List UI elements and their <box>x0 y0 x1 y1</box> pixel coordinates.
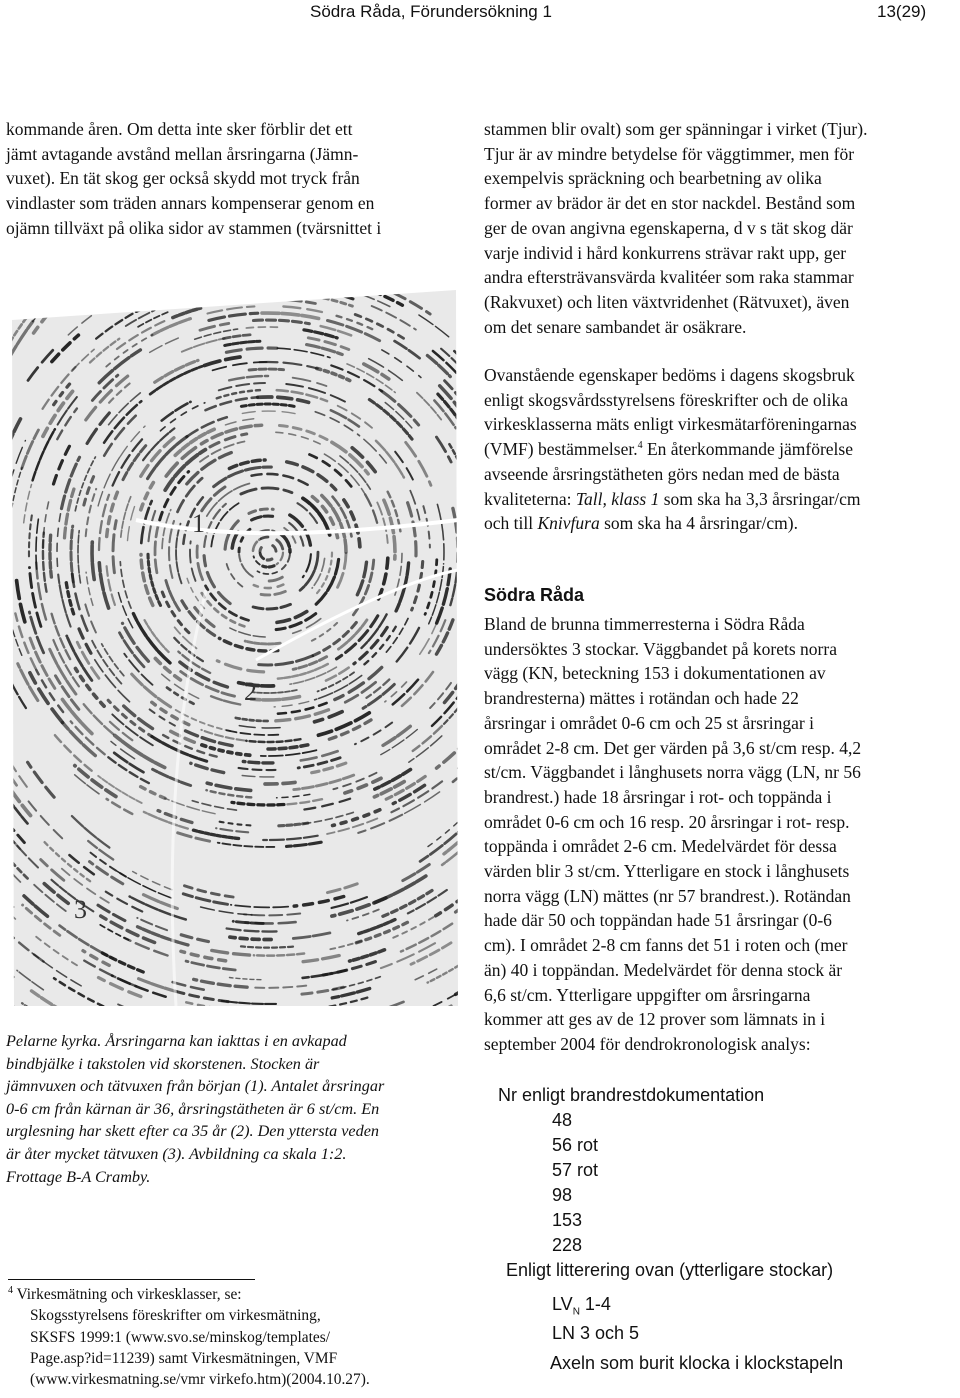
tree-ring-stroke <box>267 559 272 560</box>
footnote-line: $^4$ Virkesmätning och virkesklasser, se: <box>8 1284 242 1303</box>
footnote-line: SKSFS 1999:1 (www.svo.se/minskog/templates/ <box>30 1328 330 1346</box>
caption-line: Frottage B-A Cramby. <box>6 1167 151 1186</box>
section-heading: Södra Råda <box>484 585 585 605</box>
figure-caption <box>6 1030 466 1188</box>
list-item: $LV_N$ 1-4 <box>552 1294 611 1318</box>
footnote-line: (www.virkesmatning.se/vmr virkefo.htm)(2004.10.27). <box>30 1371 370 1389</box>
list-item: Axeln som burit klocka i klockstapeln <box>550 1353 844 1373</box>
footnote <box>8 1284 468 1390</box>
text-line: Tjur är av mindre betydelse för väggtimmer, men för <box>484 143 855 164</box>
text-line: vindlaster som träden annars kompenserar genom en <box>6 193 375 214</box>
text-line: än) 40 i toppändan. Medelvärdet för denna stock är <box>484 959 843 980</box>
tree-ring-stroke <box>243 762 273 763</box>
text-line: virkesklasserna mäts enligt virkesmätarföreningarnas <box>484 414 857 435</box>
text-line: former av brädor är det en stor nackdel. Bestånd som <box>484 193 856 214</box>
sample-list-heading-2: Enligt litterering ovan (ytterligare stockar) <box>506 1260 834 1280</box>
figure-label-2: 2 <box>244 677 257 706</box>
running-title: Södra Råda, Förundersökning 1 <box>310 2 552 21</box>
left-paragraph <box>6 117 466 241</box>
text-line: st/cm. Väggbandet i långhusets norra vägg (LN, nr 56 <box>484 762 861 783</box>
text-line: hade där 50 och toppändan hade 51 årsringar (0-6 <box>484 910 832 931</box>
tree-ring-stroke <box>50 534 51 577</box>
text-line: avseende årsringstätheten görs nedan med de bästa <box>484 463 840 484</box>
right-paragraph-1 <box>484 117 954 339</box>
text-line: området 0-6 cm och 16 resp. 20 årsringar i rot- resp. <box>484 811 850 832</box>
text-line: Ovanstående egenskaper bedöms i dagens skogsbruk <box>484 365 855 385</box>
text-line: exempelvis spräckning och bearbetning av olika <box>484 168 822 189</box>
right-paragraph-3 <box>484 612 954 1057</box>
caption-line: är åter mycket tätvuxen (3). Avbildning ca skala 1:2. <box>6 1144 347 1163</box>
footnote-line: Skogsstyrelsens föreskrifter om virkesmätning, <box>30 1307 321 1325</box>
text-line: undersöktes 3 stockar. Väggbandet på korets norra <box>484 638 837 659</box>
tree-ring-stroke <box>261 782 295 784</box>
text-line: 6,6 st/cm. Ytterligare uppgifter om årsringarna <box>484 984 811 1005</box>
list-item: 228 <box>552 1235 583 1255</box>
text-line: och till Knivfura som ska ha 4 årsringar/cm). <box>484 513 798 534</box>
text-line: Bland de brunna timmerresterna i Södra Råda <box>484 614 805 634</box>
text-line: om det senare sambandet är osäkrare. <box>484 316 747 337</box>
list-item: 57 rot <box>552 1160 599 1180</box>
sample-list <box>498 1083 958 1376</box>
list-item: 48 <box>552 1110 573 1130</box>
text-line: enligt skogsvårdsstyrelsens föreskrifter och de olika <box>484 389 849 410</box>
tree-ring-frottage-image <box>6 290 464 1006</box>
right-paragraph-2 <box>484 363 954 536</box>
footnote-ref: 4 <box>637 440 643 452</box>
caption-line: Pelarne kyrka. Årsringarna kan iakttas i en avkapad <box>6 1032 347 1050</box>
caption-line: urglesning har skett efter ca 35 år (2). Den yttersta veden <box>6 1122 379 1141</box>
list-item: 98 <box>552 1185 573 1205</box>
figure-label-1: 1 <box>192 509 205 538</box>
footnote-rule <box>8 1279 255 1280</box>
text-line: toppända i området 2-6 cm. Medelvärdet för dessa <box>484 836 837 857</box>
list-item: LN 3 och 5 <box>552 1323 640 1343</box>
text-line: värden blir 3 st/cm. Ytterligare en stock i långhusets <box>484 861 850 882</box>
tree-ring-stroke <box>263 566 274 567</box>
figure-label-3: 3 <box>74 895 87 924</box>
text-line: varje individ i hård konkurrens strävar rakt upp, ger <box>484 242 847 263</box>
text-line: ojämn tillväxt på olika sidor av stammen (tvärsnittet i <box>6 217 382 238</box>
text-line: kommer att ges av de 12 prover som lämnats in i <box>484 1009 826 1030</box>
text-line: vuxet). En tät skog ger också skydd mot tryck från <box>6 168 360 189</box>
text-line: vägg (KN, beteckning 153 i dokumentationen av <box>484 663 826 684</box>
page-header <box>0 0 960 26</box>
tree-ring-stroke <box>241 946 293 947</box>
text-line: september 2004 för dendrokronologisk analys: <box>484 1033 811 1054</box>
list-item: 153 <box>552 1210 583 1230</box>
caption-line: 0-6 cm från kärnan är 36, årsringstätheten är 6 st/cm. En <box>6 1099 380 1118</box>
text-line: brandrest.) hade 18 årsringar i rot- och toppända i <box>484 786 832 807</box>
tree-ring-stroke <box>260 548 261 552</box>
sample-list-heading: Nr enligt brandrestdokumentation <box>498 1085 765 1105</box>
tree-ring-stroke <box>249 369 283 370</box>
text-line: kvaliteterna: Tall, klass 1 som ska ha 3,3 årsringar/cm <box>484 488 861 509</box>
text-line: norra vägg (LN) mättes (nr 57 brandrest.). Rotändan <box>484 885 851 906</box>
text-line: årsringar i området 0-6 cm och 25 st årsringar i <box>484 712 814 733</box>
text-line: ger de ovan angivna egenskaperna, d v s tät skog där <box>484 217 853 238</box>
text-line: kommande åren. Om detta inte sker förblir det ett <box>6 119 353 139</box>
text-line: brandresterna) mättes i rotändan och hade 22 <box>484 688 799 709</box>
text-line: stammen blir ovalt) som ger spänningar i virket (Tjur). <box>484 119 868 139</box>
text-line: jämt avtagande avstånd mellan årsringarna (Jämn- <box>6 143 359 164</box>
footnote-number: 4 <box>8 1284 13 1296</box>
caption-line: jämnvuxen och tätvuxen från början (1). Antalet årsringar <box>6 1077 385 1096</box>
caption-line: bindbjälke i takstolen vid skorstenen. Stocken är <box>6 1054 320 1073</box>
text-line: andra eftersträvansvärda kvalitéer som raka stammar <box>484 267 854 288</box>
tree-ring-stroke <box>92 542 94 580</box>
page-number: 13(29) <box>877 2 927 21</box>
text-line: (Rakvuxet) och liten växtvridenhet (Rätvuxet), även <box>484 291 850 312</box>
text-line: området 2-8 cm. Det ger värden på 3,6 st/cm resp. 4,2 <box>484 737 862 758</box>
text-line: cm). I området 2-8 cm fanns det 51 i roten och (mer <box>484 935 848 956</box>
text-line: (VMF) bestämmelser.$^4$ En återkommande jämförelse <box>484 439 853 460</box>
footnote-line: Page.asp?id=11239) samt Virkesmätningen, VMF <box>30 1349 338 1367</box>
tree-ring-stroke <box>246 327 281 328</box>
list-item: 56 rot <box>552 1135 599 1155</box>
